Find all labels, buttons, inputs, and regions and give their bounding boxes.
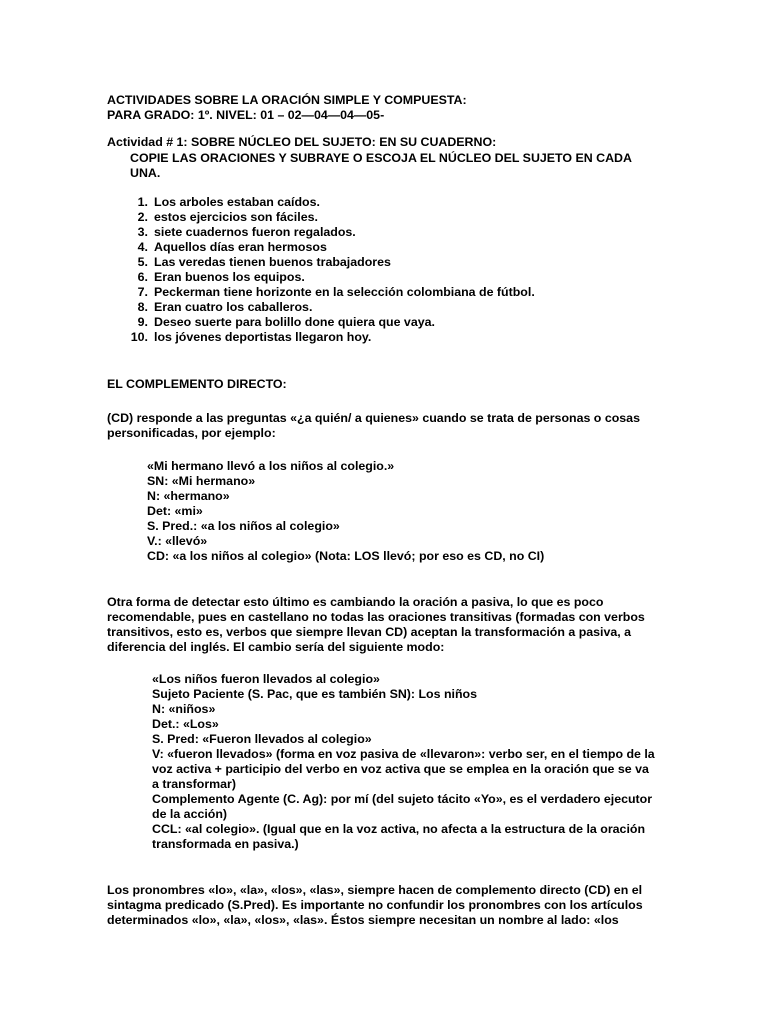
activity-instruction [130,151,632,181]
list-number: 8. [137,300,148,314]
list-text: Aquellos días eran hermosos [154,240,327,254]
list-text: Deseo suerte para bolillo done quiera que vaya. [154,315,435,329]
list-item [128,210,535,225]
list-number: 7. [137,285,148,299]
grade-line: PARA GRADO: 1º. NIVEL: 01 – 02—04—04—05- [107,108,385,122]
document-header [107,93,467,123]
list-number: 5. [137,255,148,269]
example-line: S. Pred: «Fueron llevados al colegio» [152,732,372,746]
list-item [128,315,535,330]
paragraph-line: personificadas, por ejemplo: [107,426,276,440]
list-item [128,270,535,285]
example-line: CD: «a los niños al colegio» (Nota: LOS llevó; por eso es CD, no CI) [147,549,545,563]
example-line: N: «hermano» [147,489,230,503]
list-item [128,255,535,270]
instruction-line-2: UNA. [130,166,161,180]
list-item [128,225,535,240]
example-line: «Los niños fueron llevados al colegio» [152,672,380,686]
example-line: CCL: «al colegio». (Igual que en la voz activa, no afecta a la estructura de la oración [152,822,646,836]
example-line: Det: «mi» [147,504,203,518]
intro-paragraph [107,411,640,441]
example-line: «Mi hermano llevó a los niños al colegio.» [147,459,395,473]
list-item [128,300,535,315]
list-number: 1. [137,195,148,209]
sentence-list [128,195,535,345]
paragraph-line: recomendable, pues en castellano no todas las oraciones transitivas (formadas con verbos [107,610,645,624]
example-line: SN: «Mi hermano» [147,474,256,488]
example-line: transformada en pasiva.) [152,837,299,851]
paragraph-line: Los pronombres «lo», «la», «los», «las», siempre hacen de complemento directo (CD) en el [107,883,643,897]
list-text: Eran cuatro los caballeros. [154,300,313,314]
list-item [128,195,535,210]
list-item [128,285,535,300]
list-item [128,240,535,255]
list-number: 4. [137,240,148,254]
list-number: 2. [137,210,148,224]
paragraph-line: transitivos, esto es, verbos que siempre llevan CD) aceptan la transformación a pasiva, a [107,625,632,639]
paragraph-line: diferencia del inglés. El cambio sería del siguiente modo: [107,640,445,654]
paragraph-line: sintagma predicado (S.Pred). Es importante no confundir los pronombres con los artículos [107,898,643,912]
example-line: V: «fueron llevados» (forma en voz pasiva de «llevaron»: verbo ser, en el tiempo de la [152,747,655,761]
example-line: a transformar) [152,777,237,791]
list-number: 6. [137,270,148,284]
list-text: siete cuadernos fueron regalados. [154,225,356,239]
example-line: voz activa + participio del verbo en voz activa que se emplea en la oración que se va [152,762,649,776]
example-line: de la acción) [152,807,228,821]
example-line: Sujeto Paciente (S. Pac, que es también SN): Los niños [152,687,477,701]
section-heading-text: EL COMPLEMENTO DIRECTO: [107,377,287,391]
passive-analysis [152,672,655,852]
list-number: 3. [137,225,148,239]
example-analysis [147,459,544,564]
list-text: Las veredas tienen buenos trabajadores [154,255,391,269]
list-text: Los arboles estaban caídos. [154,195,320,209]
section-heading [107,377,287,392]
paragraph-line: Otra forma de detectar esto último es cambiando la oración a pasiva, lo que es poco [107,595,604,609]
list-text: estos ejercicios son fáciles. [154,210,318,224]
example-line: V.: «llevó» [147,534,208,548]
instruction-line-1: COPIE LAS ORACIONES Y SUBRAYE O ESCOJA EL NÚCLEO DEL SUJETO EN CADA [130,151,632,165]
example-line: Det.: «Los» [152,717,219,731]
list-number: 9. [137,315,148,329]
passive-paragraph [107,595,645,655]
list-number: 10. [130,330,148,344]
example-line: N: «niños» [152,702,216,716]
list-text: los jóvenes deportistas llegaron hoy. [154,330,372,344]
paragraph-line: determinados «lo», «la», «los», «las». Éstos siempre necesitan un nombre al lado: «los [107,913,619,927]
activity-heading [107,135,496,150]
pronouns-paragraph [107,883,643,928]
paragraph-line: (CD) responde a las preguntas «¿a quién/ a quienes» cuando se trata de personas o cosas [107,411,640,425]
document-title: ACTIVIDADES SOBRE LA ORACIÓN SIMPLE Y COMPUESTA: [107,93,467,107]
list-item [128,330,535,345]
example-line: S. Pred.: «a los niños al colegio» [147,519,340,533]
example-line: Complemento Agente (C. Ag): por mí (del sujeto tácito «Yo», es el verdadero ejecutor [152,792,653,806]
list-text: Eran buenos los equipos. [154,270,305,284]
list-text: Peckerman tiene horizonte en la selección colombiana de fútbol. [154,285,535,299]
activity-heading-text: Actividad # 1: SOBRE NÚCLEO DEL SUJETO: EN SU CUADERNO: [107,135,497,149]
